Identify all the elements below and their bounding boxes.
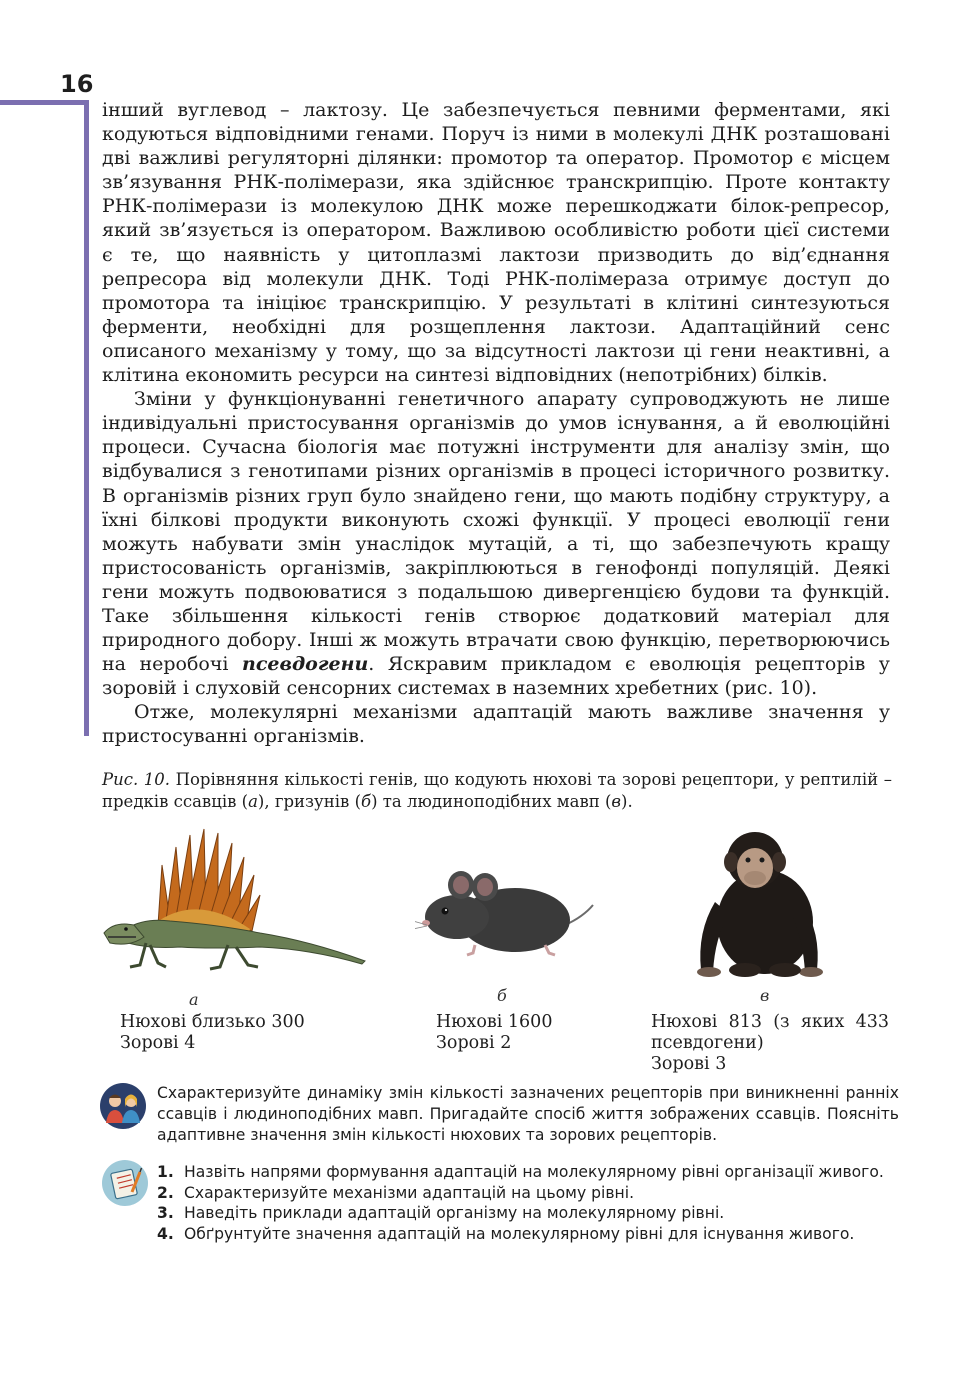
label-b: б: [497, 986, 507, 1005]
animal-c-counts: Нюхові 813 (з яких 433 псевдогени) Зорові 3: [651, 1012, 889, 1074]
dimetrodon-image: [100, 825, 370, 975]
review-item: 3. Наведіть приклади адаптацій організму на молекулярному рівні.: [157, 1204, 725, 1222]
review-item: 1. Назвіть напрями формування адаптацій на молекулярному рівні організації живого.: [157, 1163, 884, 1181]
chimpanzee-image: [685, 822, 835, 980]
label-c: в: [760, 986, 770, 1005]
top-rule: [0, 100, 89, 105]
paragraph-2: Зміни у функціонуванні генетичного апарату супроводжують не лише індивідуальні пристосування організмів до умов існування, а й еволюційні процеси. Сучасна біологія має потужні інструменти для аналізу змін, що відбувалися з генотипами різних організмів в процесі історичного розвитку. В організмів різних груп було знайдено гени, що мають подібну структуру, а їхні білкові продукти виконують схожі функції. У процесі еволюції гени можуть набувати змін унаслідок мутацій, а ті, що забезпечують кращу пристосованість організмів, закріплюються в генофонді популяцій. Деякі гени можуть подвоюватися з подальшою дивергенцією будови та функцій. Таке збільшення кількості генів створює додатковий матеріал для природного добору. Інші ж можуть втрачати свою функцію, перетворюючись на неробочі псевдогени. Яскравим прикладом є еволюція рецепторів у зоровій і слуховій сенсорних системах в наземних хребетних (рис. 10).: [102, 388, 890, 700]
notebook-icon: [102, 1160, 148, 1206]
discussion-icon: [100, 1083, 146, 1129]
review-item: 4. Обґрунтуйте значення адаптацій на молекулярному рівні для існування живого.: [157, 1224, 855, 1243]
animal-b-counts: Нюхові 1600 Зорові 2: [436, 1012, 553, 1053]
mouse-image: [415, 865, 595, 960]
paragraph-3: Отже, молекулярні механізми адаптацій мають важливе значення у пристосуванні організмів.: [102, 701, 890, 748]
paragraph-1: інший вуглевод – лактозу. Це забезпечується певними ферментами, які кодуються відповідними генами. Поруч із ними в молекулі ДНК розташовані дві важливі регуляторні ділянки: промотор та оператор. Промотор є місцем зв’язування РНК-полімерази, яка здійснює транскрипцію. Проте контакту РНК-полімерази із молекулою ДНК може перешкоджати білок-репресор, який зв’язується із оператором. Важливою особливістю роботи цієї системи є те, що наявність у цитоплазмі лактози призводить до від’єднання репресора від молекули ДНК. Тоді РНК-полімераза отримує доступ до промотора та ініціює транскрипцію. У результаті в клітині синтезуються ферменти, необхідні для розщеплення лактози. Адаптаційний сенс описаного механізму у тому, що за відсутності лактози ці гени неактивні, а клітина економить ресурси на синтезі відповідних (непотрібних) білків.: [102, 99, 890, 387]
review-item: 2. Схарактеризуйте механізми адаптацій на цьому рівні.: [157, 1183, 635, 1202]
side-rule: [84, 100, 89, 736]
animal-a-counts: Нюхові близько 300 Зорові 4: [120, 1012, 305, 1053]
figure-caption: Рис. 10. Порівняння кількості генів, що кодують нюхові та зорові рецептори, у рептилій – предків ссавців (а), гризунів (б) та людиноподібних мавп (в).: [102, 770, 892, 811]
figure-label: Рис. 10.: [102, 770, 171, 789]
body-text: [102, 98, 890, 749]
page-number: 16: [60, 70, 94, 98]
label-a: а: [189, 990, 199, 1009]
discussion-questions: Схарактеризуйте динаміку змін кількості зазначених рецепторів при виникненні ранніх ссавців і людиноподібних мавп. Пригадайте спосіб життя зображених ссавців. Поясніть адаптивне значення змін кількості нюхових та зорових рецепторів.: [157, 1084, 899, 1144]
review-questions: [157, 1162, 902, 1244]
term-pseudogenes: псевдогени: [242, 653, 369, 676]
